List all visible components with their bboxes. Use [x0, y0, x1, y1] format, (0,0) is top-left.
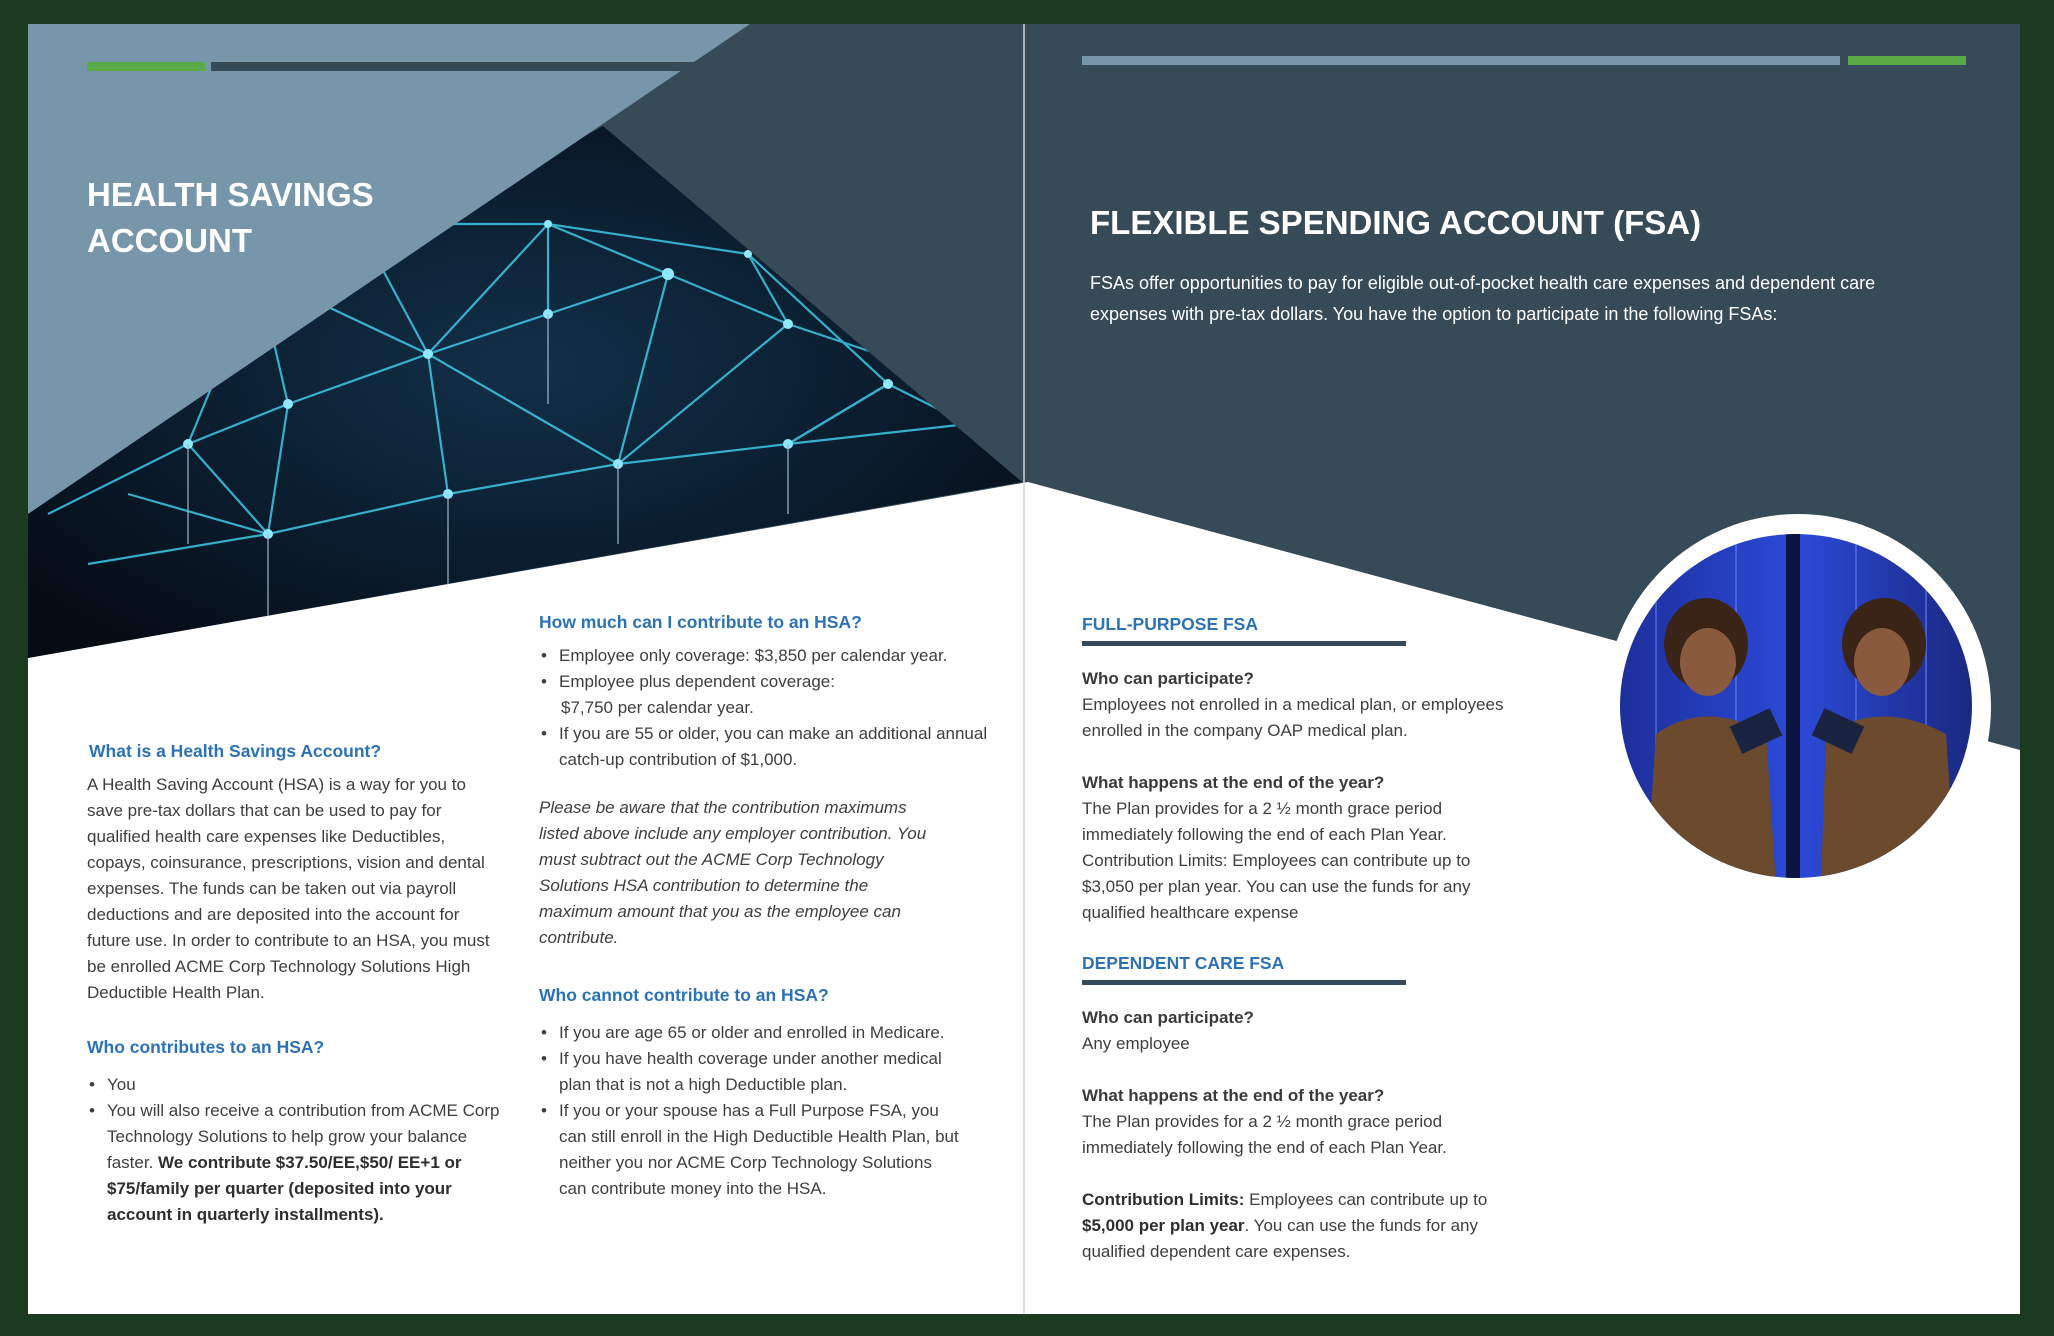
- list-item: [539, 669, 999, 721]
- contribution-note: Please be aware that the contribution maximums listed above include any employer contribution. You must subtract out the ACME Corp Technology Solutions HSA contribution to determine the maximum amount that you as the employee can contribute.: [539, 798, 927, 947]
- who-contributes-heading: Who contributes to an HSA?: [87, 1037, 325, 1057]
- what-is-body: A Health Saving Account (HSA) is a way for you to save pre-tax dollars that can be used to pay for qualified health care expenses like Deductibles, copays, coinsurance, prescriptions, vision and dental expenses. The funds can be taken out via payroll deductions and are deposited into the account for future use. In order to contribute to an HSA, you must be enrolled ACME Corp Technology Solutions High Deductible Health Plan.: [87, 775, 490, 1002]
- list-item: [539, 1098, 959, 1202]
- list-item-text: If you are 55 or older, you can make an additional annual catch-up contribution of $1,000.: [559, 724, 988, 769]
- who-contributes-list: [87, 1072, 501, 1228]
- limits-text: Employees can contribute up to: [1244, 1190, 1488, 1209]
- accent-bar-light-right: [1082, 56, 1840, 65]
- dependent-care-a1: Any employee: [1082, 1034, 1190, 1053]
- fsa-intro: FSAs offer opportunities to pay for eligible out-of-pocket health care expenses and dependent care expenses with pre-tax dollars. You have the option to participate in the following FSAs:: [1090, 273, 1876, 324]
- full-purpose-a2: The Plan provides for a 2 ½ month grace period immediately following the end of each Plan Year. Contribution Limits: Employees can contribute up to $3,050 per plan year. You can use the funds for any qualified healthcare expense: [1082, 799, 1471, 922]
- list-item: [539, 1020, 959, 1046]
- section-rule: [1082, 641, 1406, 646]
- full-purpose-a1: Employees not enrolled in a medical plan, or employees enrolled in the company OAP medical plan.: [1082, 695, 1504, 740]
- how-much-heading: How much can I contribute to an HSA?: [539, 612, 862, 632]
- list-item-text: Employee only coverage: $3,850 per calendar year.: [559, 646, 948, 665]
- section-rule: [1082, 980, 1406, 985]
- fsa-title: FLEXIBLE SPENDING ACCOUNT (FSA): [1090, 204, 1702, 241]
- dependent-care-limits: [1082, 1187, 1512, 1265]
- what-is-section: [87, 741, 505, 1006]
- how-much-section: [539, 612, 999, 951]
- who-cannot-section: [539, 985, 999, 1202]
- list-item: [87, 1098, 501, 1228]
- list-item: [539, 721, 999, 773]
- hsa-title-line2: ACCOUNT: [87, 222, 252, 259]
- full-purpose-fsa-section: [1082, 614, 1542, 926]
- full-purpose-heading: FULL-PURPOSE FSA: [1082, 614, 1258, 634]
- list-item-text: You: [107, 1075, 136, 1094]
- who-cannot-list: [539, 1020, 959, 1202]
- list-item-text: You will also receive a contribution from ACME Corp Technology Solutions to help grow your balance faster.: [107, 1101, 500, 1172]
- contribution-amounts: We contribute $37.50/EE,$50/ EE+1 or $75/family per quarter (deposited into your account in quarterly installments).: [107, 1153, 462, 1224]
- accent-bar-green-right: [1848, 56, 1966, 65]
- full-purpose-q1: Who can participate?: [1082, 669, 1254, 688]
- list-item-text: If you are age 65 or older and enrolled in Medicare.: [559, 1023, 945, 1042]
- accent-bar-dark-left: [211, 62, 723, 71]
- dependent-care-q2: What happens at the end of the year?: [1082, 1086, 1385, 1105]
- list-item: [539, 643, 999, 669]
- full-purpose-q2: What happens at the end of the year?: [1082, 773, 1385, 792]
- dependent-care-fsa-section: [1082, 953, 1542, 1265]
- list-item-text: $7,750 per calendar year.: [561, 698, 754, 717]
- brochure-spread: [28, 24, 2020, 1314]
- hsa-title: [87, 172, 374, 264]
- what-is-heading: What is a Health Savings Account?: [89, 741, 382, 761]
- dependent-care-heading: DEPENDENT CARE FSA: [1082, 953, 1285, 973]
- list-item: [539, 1046, 959, 1098]
- hsa-title-line1: HEALTH SAVINGS: [87, 176, 374, 213]
- accent-bar-green-left: [87, 62, 205, 71]
- dependent-care-q1: Who can participate?: [1082, 1008, 1254, 1027]
- limits-label: Contribution Limits:: [1082, 1190, 1245, 1209]
- how-much-list: [539, 643, 999, 773]
- dependent-care-a2: The Plan provides for a 2 ½ month grace period immediately following the end of each Plan Year.: [1082, 1112, 1447, 1157]
- list-item-text: If you have health coverage under another medical plan that is not a high Deductible plan.: [559, 1049, 942, 1094]
- list-item-text: Employee plus dependent coverage:: [559, 672, 835, 691]
- limits-amount: $5,000 per plan year: [1082, 1216, 1245, 1235]
- technician-photo: [1616, 534, 1976, 884]
- limits-text: . You can use the funds for any qualified dependent care expenses.: [1082, 1216, 1478, 1261]
- who-contributes-section: [87, 1037, 501, 1228]
- list-item-text: If you or your spouse has a Full Purpose FSA, you can still enroll in the High Deductible Health Plan, but neither you nor ACME Corp Technology Solutions can contribute money into the HSA.: [559, 1101, 959, 1198]
- who-cannot-heading: Who cannot contribute to an HSA?: [539, 985, 829, 1005]
- list-item: [87, 1072, 501, 1098]
